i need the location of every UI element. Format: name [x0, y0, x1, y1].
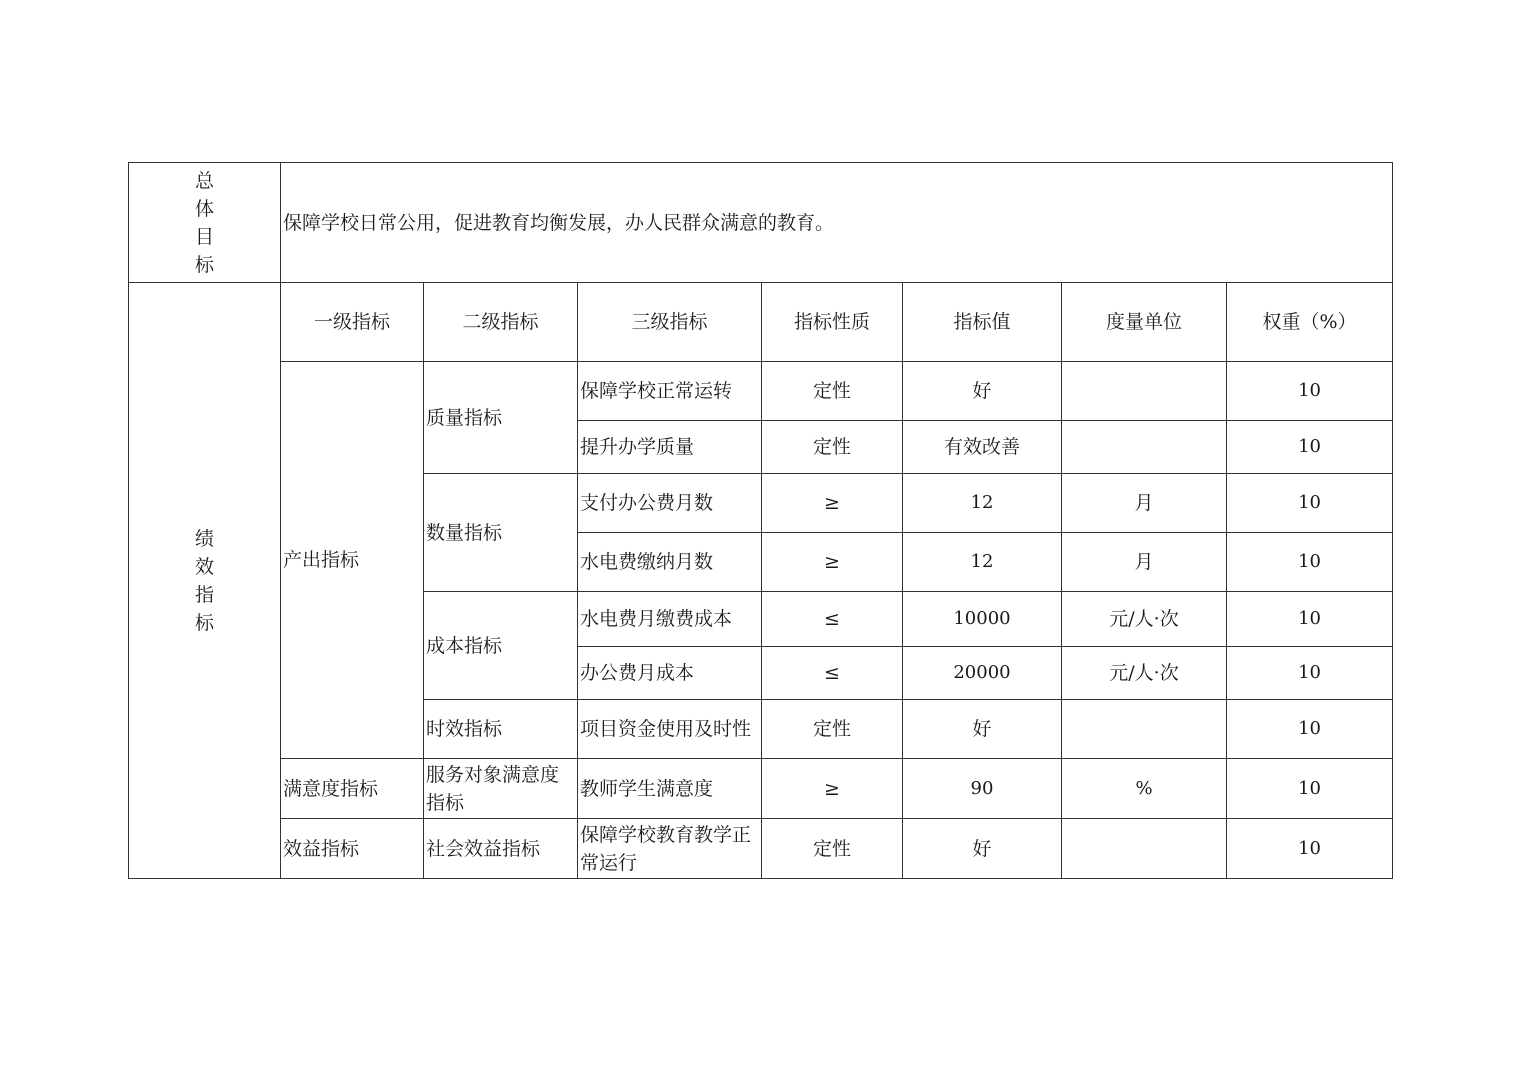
- unit-cell: 月: [1062, 474, 1227, 533]
- header-unit: 度量单位: [1062, 283, 1227, 362]
- value-cell: 12: [903, 474, 1062, 533]
- level3-cell: 水电费月缴费成本: [578, 592, 762, 647]
- header-row: [129, 283, 1393, 362]
- level3-cell: 项目资金使用及时性: [578, 700, 762, 759]
- overall-goal-row: [129, 163, 1393, 283]
- header-weight: 权重（%）: [1227, 283, 1393, 362]
- group-timeliness: 时效指标: [424, 700, 578, 759]
- weight-cell: 10: [1227, 759, 1393, 819]
- nature-cell: ≥: [762, 474, 903, 533]
- group-quality: 质量指标: [424, 362, 578, 474]
- unit-cell: [1062, 819, 1227, 879]
- nature-cell: 定性: [762, 819, 903, 879]
- weight-cell: 10: [1227, 592, 1393, 647]
- header-nature: 指标性质: [762, 283, 903, 362]
- unit-cell: [1062, 700, 1227, 759]
- nature-cell: ≥: [762, 759, 903, 819]
- nature-cell: 定性: [762, 700, 903, 759]
- performance-table: [128, 162, 1393, 879]
- value-cell: 好: [903, 819, 1062, 879]
- level3-cell: 提升办学质量: [578, 421, 762, 474]
- weight-cell: 10: [1227, 700, 1393, 759]
- nature-cell: 定性: [762, 362, 903, 421]
- nature-cell: ≤: [762, 647, 903, 700]
- unit-cell: [1062, 421, 1227, 474]
- performance-table-sheet: [128, 162, 1392, 879]
- header-level2: 二级指标: [424, 283, 578, 362]
- weight-cell: 10: [1227, 819, 1393, 879]
- nature-cell: 定性: [762, 421, 903, 474]
- weight-cell: 10: [1227, 647, 1393, 700]
- value-cell: 有效改善: [903, 421, 1062, 474]
- unit-cell: 元/人·次: [1062, 647, 1227, 700]
- level3-cell: 办公费月成本: [578, 647, 762, 700]
- group-benefit-sub: 社会效益指标: [424, 819, 578, 879]
- unit-cell: 月: [1062, 533, 1227, 592]
- level3-cell: 教师学生满意度: [578, 759, 762, 819]
- value-cell: 90: [903, 759, 1062, 819]
- group-quantity: 数量指标: [424, 474, 578, 592]
- value-cell: 好: [903, 700, 1062, 759]
- header-level3: 三级指标: [578, 283, 762, 362]
- level3-cell: 保障学校正常运转: [578, 362, 762, 421]
- group-satisfaction-sub: 服务对象满意度指标: [424, 759, 578, 819]
- weight-cell: 10: [1227, 421, 1393, 474]
- unit-cell: [1062, 362, 1227, 421]
- performance-indicator-label: 绩 效 指 标: [129, 283, 281, 879]
- value-cell: 10000: [903, 592, 1062, 647]
- weight-cell: 10: [1227, 362, 1393, 421]
- weight-cell: 10: [1227, 474, 1393, 533]
- group-satisfaction: 满意度指标: [281, 759, 424, 819]
- group-benefit: 效益指标: [281, 819, 424, 879]
- value-cell: 20000: [903, 647, 1062, 700]
- nature-cell: ≥: [762, 533, 903, 592]
- level3-cell: 支付办公费月数: [578, 474, 762, 533]
- group-output: 产出指标: [281, 362, 424, 759]
- group-cost: 成本指标: [424, 592, 578, 700]
- overall-goal-text: 保障学校日常公用，促进教育均衡发展，办人民群众满意的教育。: [281, 163, 1393, 283]
- nature-cell: ≤: [762, 592, 903, 647]
- level3-cell: 水电费缴纳月数: [578, 533, 762, 592]
- header-level1: 一级指标: [281, 283, 424, 362]
- unit-cell: 元/人·次: [1062, 592, 1227, 647]
- table-row: [129, 759, 1393, 819]
- table-row: [129, 362, 1393, 421]
- value-cell: 12: [903, 533, 1062, 592]
- value-cell: 好: [903, 362, 1062, 421]
- overall-goal-label: 总 体 目 标: [129, 163, 281, 283]
- header-value: 指标值: [903, 283, 1062, 362]
- level3-cell: 保障学校教育教学正常运行: [578, 819, 762, 879]
- weight-cell: 10: [1227, 533, 1393, 592]
- table-row: [129, 819, 1393, 879]
- unit-cell: %: [1062, 759, 1227, 819]
